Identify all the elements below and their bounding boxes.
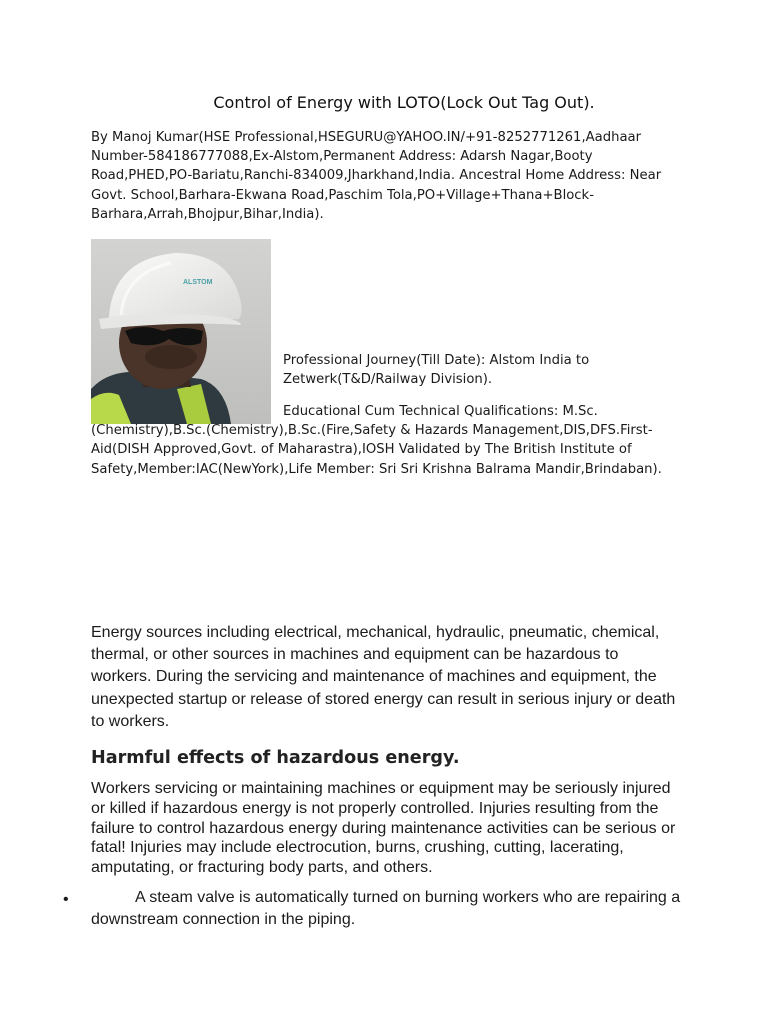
author-photo (91, 239, 271, 424)
bullet-marker: • (63, 891, 69, 908)
helmet-logo: ALSTOM (183, 279, 213, 286)
author-text: By Manoj Kumar(HSE Professional,HSEGURU@YAHOO.IN/+91-8252771261,Aadhaar Number-584186777088,Ex-Alstom,Permanent Address: Adarsh Nagar,Booty Road,PHED,PO-Bariatu,Ranchi-834009,Jharkhand,India. Ancestral Home Address: Near Govt. School,Barhara-Ekwana Road,Paschim Tola,PO+Village+Thana+Block-Barhara,Arrah,Bhojpur,Bihar,India). (91, 130, 662, 222)
educational-qualifications: Educational Cum Technical Qualifications: M.Sc.(Chemistry),B.Sc.(Chemistry),B.Sc.(Fire,Safety & Hazards Management,DIS,DFS.First-Aid(DISH Approved,Govt. of Maharastra),IOSH Validated by The British Institute of Safety,Member:IAC(NewYork),Life Member: Sri Sri Krishna Balrama Mandir,Brindaban). (91, 404, 662, 477)
document-title: Control of Energy with LOTO(Lock Out Tag Out). (213, 93, 595, 112)
author-photo-image (91, 239, 271, 424)
professional-journey: Professional Journey(Till Date): Alstom India to Zetwerk(T&D/Railway Division). (283, 353, 590, 388)
intro-paragraph: Energy sources including electrical, mechanical, hydraulic, pneumatic, chemical, thermal, or other sources in machines and equipment can be hazardous to workers. During the servicing and maintenance of machines and equipment, the unexpected startup or release of stored energy can result in serious injury or death to workers. (91, 624, 676, 730)
bullet-item: A steam valve is automatically turned on burning workers who are repairing a downstream connection in the piping. (91, 889, 681, 929)
section-heading: Harmful effects of hazardous energy. (91, 748, 460, 768)
harm-paragraph: Workers servicing or maintaining machines or equipment may be seriously injured or killed if hazardous energy is not properly controlled. Injuries resulting from the failure to control hazardous energy during maintenance activities can be serious or fatal! Injuries may include electrocution, burns, crushing, cutting, lacerating, amputating, or fracturing body parts, and others. (91, 780, 676, 877)
author-block (91, 128, 681, 224)
